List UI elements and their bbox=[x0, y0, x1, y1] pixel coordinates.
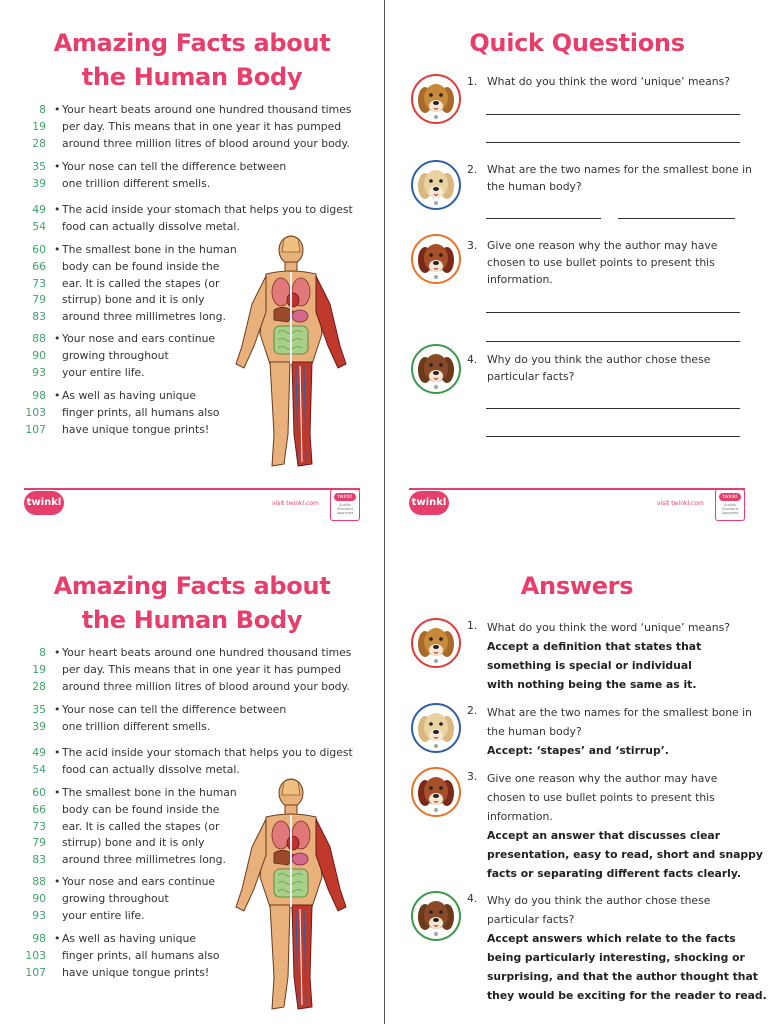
question-line: What do you think the word ‘unique’ means? bbox=[487, 75, 730, 88]
fact-line: growing throughout bbox=[62, 348, 169, 362]
fact-text bbox=[54, 202, 353, 236]
visit-link[interactable]: visit twinkl.com bbox=[272, 500, 319, 507]
fact-line: ear. It is called the stapes (or bbox=[62, 819, 220, 833]
question-line: the human body? bbox=[487, 725, 582, 738]
line-number: 90 bbox=[32, 891, 46, 905]
fact-line: have unique tongue prints! bbox=[62, 965, 210, 979]
line-number: 19 bbox=[32, 662, 46, 676]
answer-line: facts or separating different facts clearly. bbox=[487, 867, 742, 880]
line-numbers bbox=[0, 874, 46, 924]
fact-line: finger prints, all humans also bbox=[62, 948, 220, 962]
fact-text bbox=[54, 388, 219, 438]
line-number: 35 bbox=[32, 160, 46, 173]
fact-text bbox=[54, 931, 219, 981]
fact-line: The acid inside your stomach that helps you to digest bbox=[62, 203, 353, 216]
bullet-icon: • bbox=[54, 160, 61, 173]
line-numbers bbox=[0, 242, 46, 326]
answers-title: Answers bbox=[520, 572, 634, 600]
fact-line: Your nose and ears continue bbox=[62, 875, 216, 888]
facts-title-line-1: Amazing Facts about bbox=[53, 572, 331, 600]
line-number: 19 bbox=[32, 119, 46, 133]
answer-line: being particularly interesting, shocking or bbox=[487, 951, 745, 964]
question-text bbox=[487, 162, 752, 196]
question-number: 3. bbox=[467, 770, 478, 783]
human-body-illustration bbox=[226, 234, 356, 474]
visit-link[interactable]: visit twinkl.com bbox=[657, 500, 704, 507]
fact-line: food can actually dissolve metal. bbox=[62, 762, 240, 776]
line-numbers bbox=[0, 702, 46, 736]
line-number: 107 bbox=[25, 965, 46, 979]
bullet-icon: • bbox=[54, 103, 61, 116]
line-number: 79 bbox=[32, 293, 46, 307]
answer-line[interactable] bbox=[486, 408, 740, 409]
dog-portrait-icon bbox=[411, 703, 461, 753]
fact-line: your entire life. bbox=[62, 365, 145, 379]
bullet-icon: • bbox=[54, 703, 61, 716]
quality-badge bbox=[715, 489, 745, 521]
fact-line: per day. This means that in one year it has pumped bbox=[62, 662, 342, 676]
question-text bbox=[487, 352, 710, 386]
fact-line: Your nose and ears continue bbox=[62, 332, 216, 345]
bullet-icon: • bbox=[54, 332, 61, 345]
twinkl-logo[interactable]: twinkl bbox=[409, 491, 449, 515]
answer-text bbox=[487, 826, 763, 883]
answer-line[interactable] bbox=[486, 114, 740, 115]
question-number: 4. bbox=[467, 892, 478, 905]
question-line: particular facts? bbox=[487, 913, 575, 926]
question-line: Why do you think the author chose these bbox=[487, 894, 711, 907]
question-text bbox=[487, 891, 710, 929]
dog-portrait-icon bbox=[411, 160, 461, 210]
fact-line: Your heart beats around one hundred thousand times bbox=[62, 103, 352, 116]
question-line: Why do you think the author chose these bbox=[487, 353, 711, 366]
line-number: 73 bbox=[32, 276, 46, 290]
line-numbers bbox=[0, 645, 46, 695]
question-number: 1. bbox=[467, 619, 478, 632]
answer-line: something is special or individual bbox=[487, 659, 692, 672]
line-number: 8 bbox=[39, 646, 46, 659]
fact-text bbox=[54, 159, 286, 193]
bullet-icon: • bbox=[54, 389, 61, 402]
line-number: 39 bbox=[32, 176, 46, 190]
fact-line: ear. It is called the stapes (or bbox=[62, 276, 220, 290]
human-body-illustration bbox=[226, 777, 356, 1017]
question-text bbox=[487, 618, 730, 637]
badge-label: twinkl bbox=[334, 493, 356, 501]
fact-line: around three million litres of blood around your body. bbox=[62, 136, 350, 150]
question-line: What are the two names for the smallest bone in bbox=[487, 706, 752, 719]
line-number: 39 bbox=[32, 719, 46, 733]
fact-line: have unique tongue prints! bbox=[62, 422, 210, 436]
facts-title-line-2: the Human Body bbox=[81, 63, 303, 91]
question-line: information. bbox=[487, 810, 553, 823]
line-number: 49 bbox=[32, 203, 46, 216]
answer-text bbox=[487, 637, 701, 694]
fact-line: food can actually dissolve metal. bbox=[62, 219, 240, 233]
question-text bbox=[487, 238, 717, 288]
answer-text bbox=[487, 741, 669, 760]
line-numbers bbox=[0, 331, 46, 381]
line-numbers bbox=[0, 202, 46, 236]
fact-line: The acid inside your stomach that helps you to digest bbox=[62, 746, 353, 759]
question-number: 1. bbox=[467, 75, 478, 88]
line-number: 60 bbox=[32, 243, 46, 256]
line-number: 35 bbox=[32, 703, 46, 716]
answers-panel bbox=[385, 543, 769, 1024]
fact-line: Your nose can tell the difference between bbox=[62, 160, 287, 173]
question-text bbox=[487, 74, 730, 91]
answer-line[interactable] bbox=[486, 341, 740, 342]
line-number: 107 bbox=[25, 422, 46, 436]
fact-text bbox=[54, 874, 215, 924]
line-numbers bbox=[0, 931, 46, 981]
answer-line: Accept: ‘stapes’ and ‘stirrup’. bbox=[487, 744, 669, 757]
fact-line: around three million litres of blood around your body. bbox=[62, 679, 350, 693]
facts-title bbox=[0, 26, 384, 94]
fact-text bbox=[54, 102, 351, 152]
question-line: particular facts? bbox=[487, 369, 575, 383]
line-number: 103 bbox=[25, 405, 46, 419]
answer-line: Accept a definition that states that bbox=[487, 640, 702, 653]
line-numbers bbox=[0, 159, 46, 193]
answer-line[interactable] bbox=[618, 218, 735, 219]
answer-line[interactable] bbox=[486, 142, 740, 143]
fact-line: As well as having unique bbox=[62, 932, 197, 945]
footer-line bbox=[409, 488, 745, 490]
question-number: 4. bbox=[467, 353, 478, 366]
line-numbers bbox=[0, 745, 46, 779]
questions-title: Quick Questions bbox=[469, 29, 685, 57]
fact-text bbox=[54, 745, 353, 779]
line-number: 73 bbox=[32, 819, 46, 833]
answer-line: Accept an answer that discusses clear bbox=[487, 829, 721, 842]
answer-line: with nothing being the same as it. bbox=[487, 678, 697, 691]
line-number: 28 bbox=[32, 136, 46, 150]
line-numbers bbox=[0, 785, 46, 869]
question-line: the human body? bbox=[487, 179, 582, 193]
fact-line: Your nose can tell the difference between bbox=[62, 703, 287, 716]
line-number: 54 bbox=[32, 219, 46, 233]
fact-line: The smallest bone in the human bbox=[62, 243, 237, 256]
line-number: 83 bbox=[32, 853, 46, 867]
fact-line: around three millimetres long. bbox=[62, 310, 226, 324]
question-line: chosen to use bullet points to present this bbox=[487, 791, 715, 804]
fact-line: finger prints, all humans also bbox=[62, 405, 220, 419]
fact-line: body can be found inside the bbox=[62, 802, 220, 816]
dog-portrait-icon bbox=[411, 891, 461, 941]
fact-text bbox=[54, 645, 351, 695]
dog-portrait-icon bbox=[411, 344, 461, 394]
answer-line: presentation, easy to read, short and snappy bbox=[487, 848, 763, 861]
bullet-icon: • bbox=[54, 646, 61, 659]
fact-line: As well as having unique bbox=[62, 389, 197, 402]
line-number: 66 bbox=[32, 259, 46, 273]
line-number: 98 bbox=[32, 389, 46, 402]
bullet-icon: • bbox=[54, 746, 61, 759]
fact-text bbox=[54, 242, 237, 326]
fact-line: per day. This means that in one year it has pumped bbox=[62, 119, 342, 133]
line-number: 8 bbox=[39, 103, 46, 116]
fact-line: your entire life. bbox=[62, 908, 145, 922]
answer-text bbox=[487, 929, 767, 1005]
line-number: 66 bbox=[32, 802, 46, 816]
dog-portrait-icon bbox=[411, 618, 461, 668]
badge-subtext: Quality Standard Approved bbox=[336, 503, 354, 515]
line-number: 90 bbox=[32, 348, 46, 362]
question-line: chosen to use bullet points to present this bbox=[487, 255, 715, 269]
line-number: 93 bbox=[32, 908, 46, 922]
fact-line: The smallest bone in the human bbox=[62, 786, 237, 799]
fact-text bbox=[54, 331, 215, 381]
line-number: 93 bbox=[32, 365, 46, 379]
bullet-icon: • bbox=[54, 243, 61, 256]
line-number: 28 bbox=[32, 679, 46, 693]
question-number: 3. bbox=[467, 239, 478, 252]
line-number: 98 bbox=[32, 932, 46, 945]
question-number: 2. bbox=[467, 704, 478, 717]
question-text bbox=[487, 769, 717, 826]
fact-text bbox=[54, 785, 237, 869]
fact-line: stirrup) bone and it is only bbox=[62, 293, 205, 307]
line-number: 88 bbox=[32, 332, 46, 345]
question-number: 2. bbox=[467, 163, 478, 176]
twinkl-logo[interactable]: twinkl bbox=[24, 491, 64, 515]
footer-line bbox=[24, 488, 360, 490]
bullet-icon: • bbox=[54, 932, 61, 945]
questions-panel bbox=[385, 0, 769, 515]
fact-text bbox=[54, 702, 286, 736]
dog-portrait-icon bbox=[411, 767, 461, 817]
line-numbers bbox=[0, 388, 46, 438]
bullet-icon: • bbox=[54, 875, 61, 888]
quality-badge bbox=[330, 489, 360, 521]
badge-label: twinkl bbox=[719, 493, 741, 501]
answer-line[interactable] bbox=[486, 312, 740, 313]
badge-subtext: Quality Standard Approved bbox=[721, 503, 739, 515]
facts-title-line-2: the Human Body bbox=[81, 606, 303, 634]
question-text bbox=[487, 703, 752, 741]
question-line: Give one reason why the author may have bbox=[487, 772, 718, 785]
line-number: 103 bbox=[25, 948, 46, 962]
fact-line: growing throughout bbox=[62, 891, 169, 905]
line-number: 60 bbox=[32, 786, 46, 799]
bullet-icon: • bbox=[54, 203, 61, 216]
fact-line: around three millimetres long. bbox=[62, 853, 226, 867]
line-number: 88 bbox=[32, 875, 46, 888]
dog-portrait-icon bbox=[411, 74, 461, 124]
answer-line: they would be exciting for the reader to read. bbox=[487, 989, 767, 1002]
facts-panel-bottom bbox=[0, 543, 384, 1024]
facts-title-line-1: Amazing Facts about bbox=[53, 29, 331, 57]
line-number: 49 bbox=[32, 746, 46, 759]
answer-line: Accept answers which relate to the facts bbox=[487, 932, 736, 945]
answer-line[interactable] bbox=[486, 218, 601, 219]
fact-line: one trillion different smells. bbox=[62, 719, 211, 733]
question-line: What are the two names for the smallest bone in bbox=[487, 163, 752, 176]
question-line: information. bbox=[487, 272, 553, 286]
line-number: 79 bbox=[32, 836, 46, 850]
fact-line: body can be found inside the bbox=[62, 259, 220, 273]
facts-title bbox=[0, 569, 384, 637]
question-line: What do you think the word ‘unique’ means? bbox=[487, 621, 730, 634]
question-line: Give one reason why the author may have bbox=[487, 239, 718, 252]
bullet-icon: • bbox=[54, 786, 61, 799]
fact-line: one trillion different smells. bbox=[62, 176, 211, 190]
dog-portrait-icon bbox=[411, 234, 461, 284]
line-number: 83 bbox=[32, 310, 46, 324]
line-number: 54 bbox=[32, 762, 46, 776]
fact-line: Your heart beats around one hundred thousand times bbox=[62, 646, 352, 659]
facts-panel-top bbox=[0, 0, 384, 515]
answer-line[interactable] bbox=[486, 436, 740, 437]
fact-line: stirrup) bone and it is only bbox=[62, 836, 205, 850]
answer-line: surprising, and that the author thought that bbox=[487, 970, 758, 983]
line-numbers bbox=[0, 102, 46, 152]
